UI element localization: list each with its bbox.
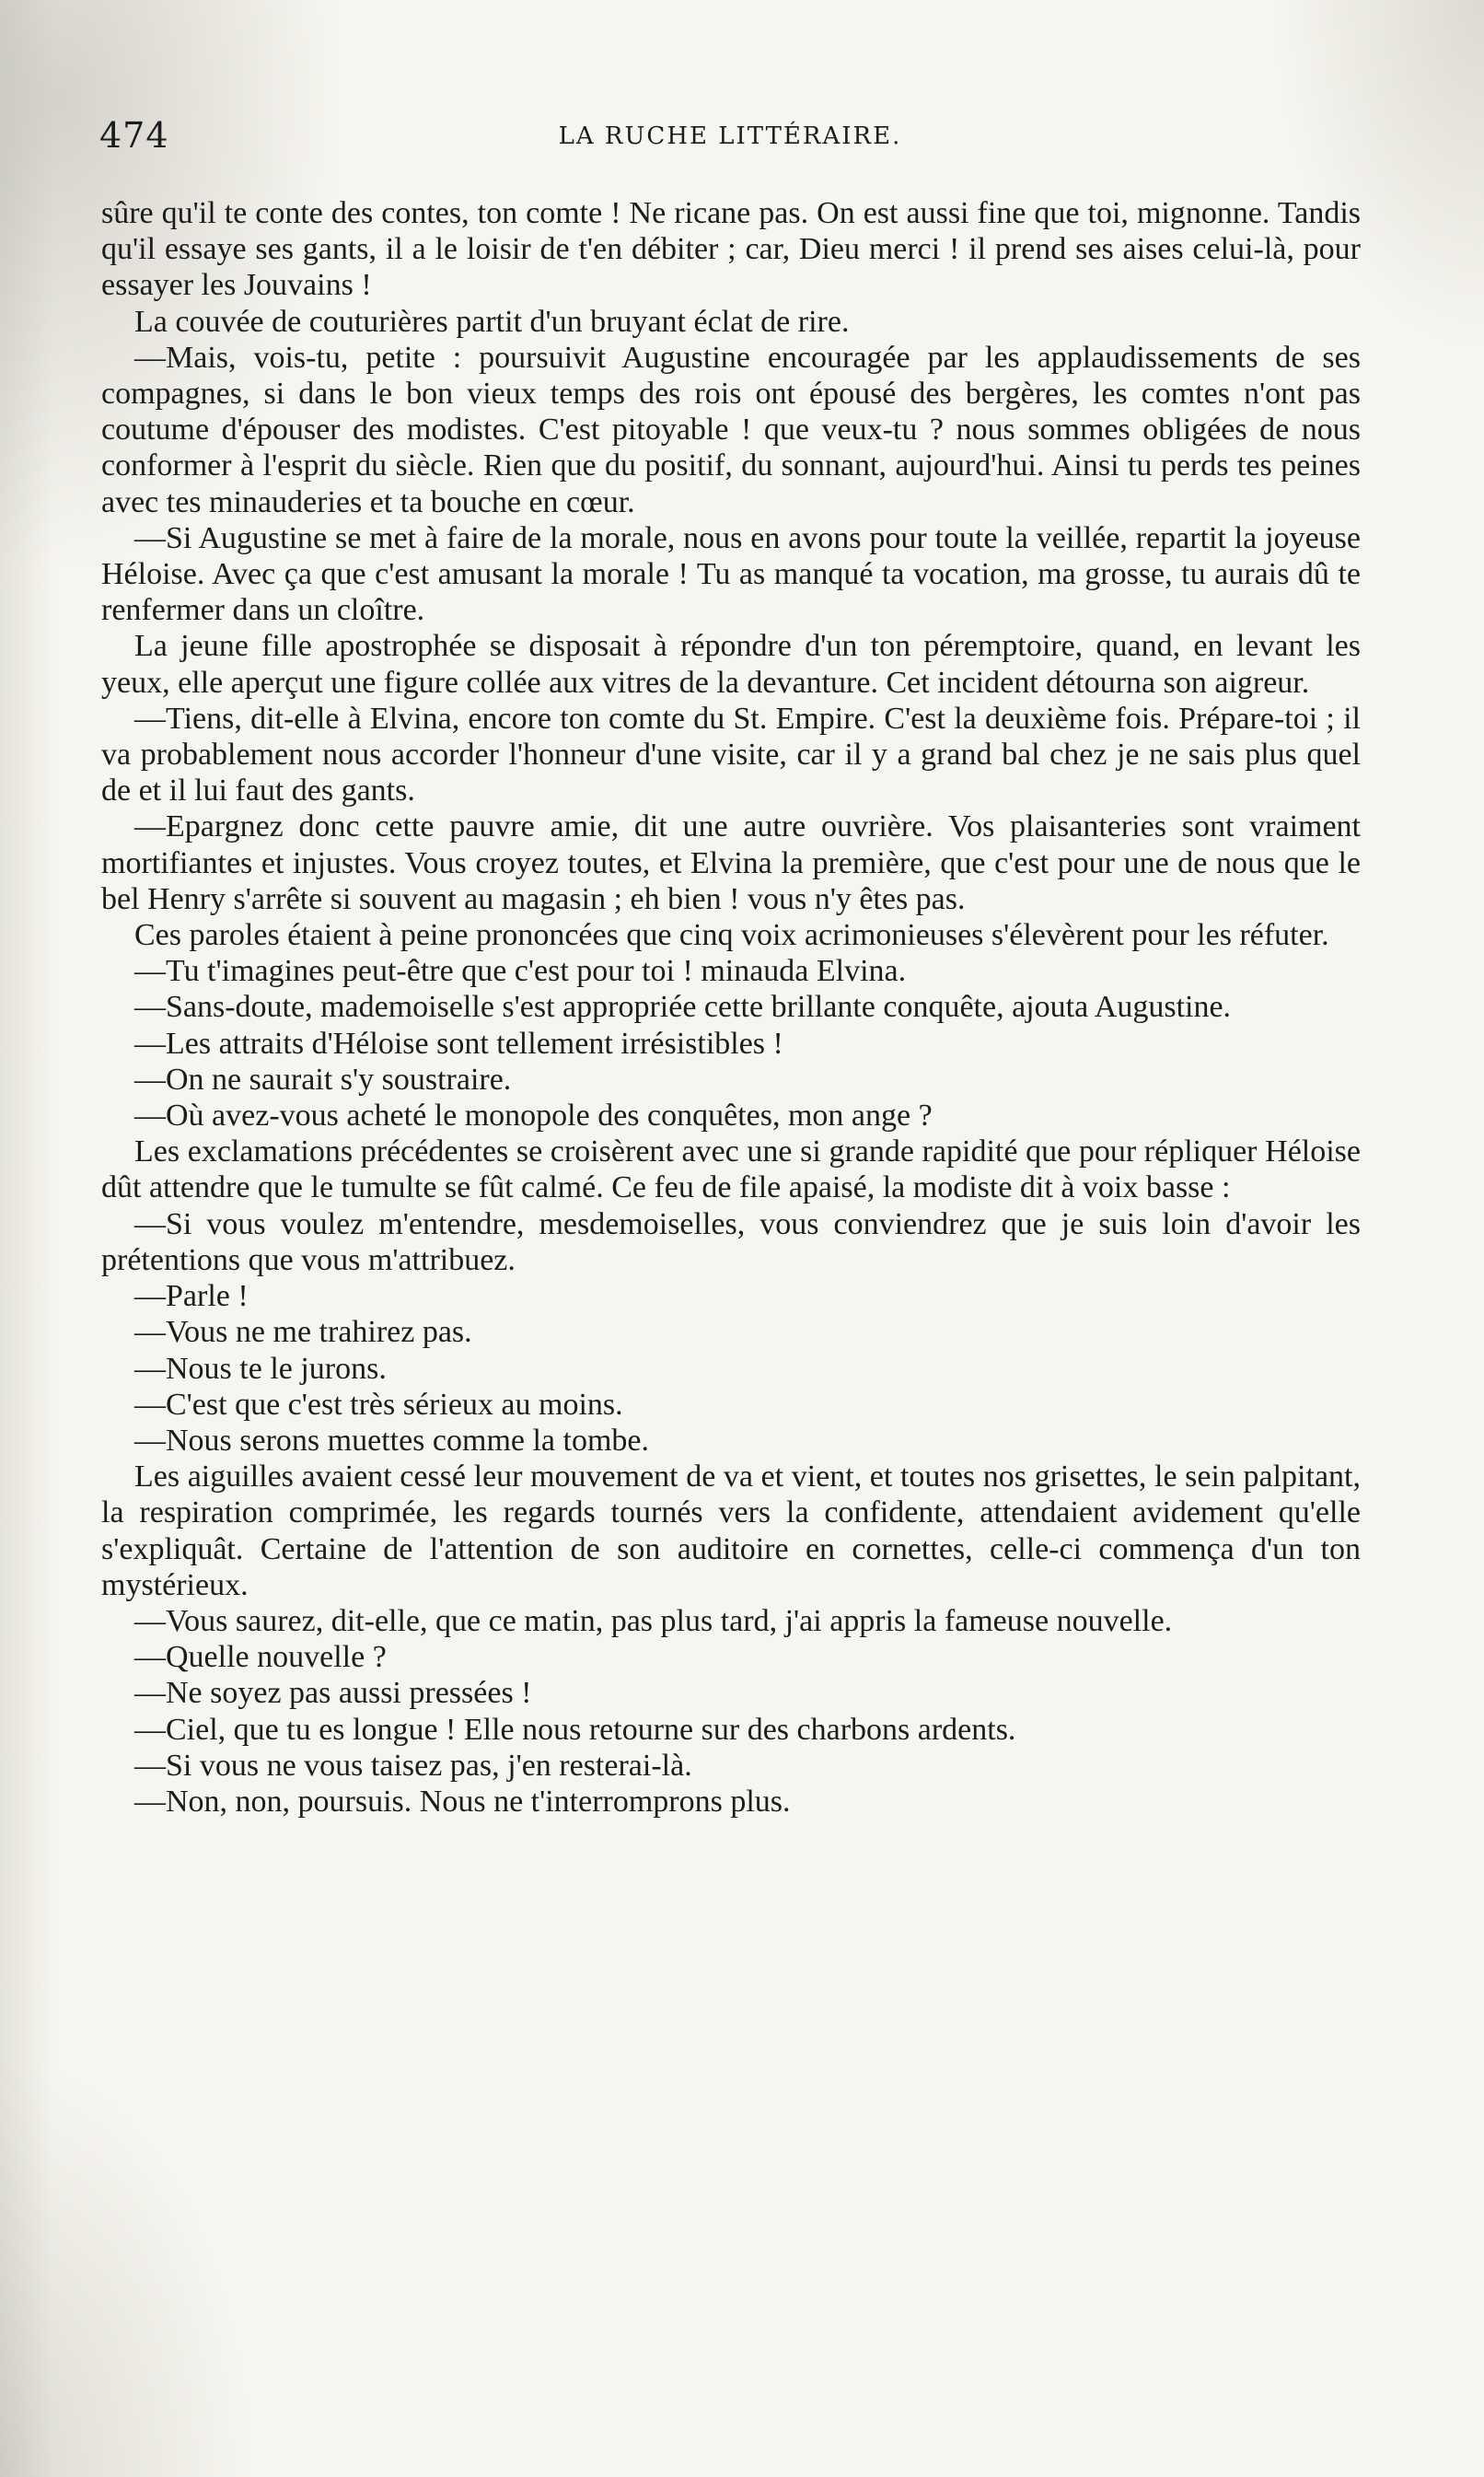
page-number: 474 (99, 115, 169, 156)
dialogue-line: —Si vous ne vous taisez pas, j'en resterai-là. (134, 1748, 692, 1783)
dialogue-line: —Parle ! (134, 1279, 249, 1314)
dialogue-line: —Sans-doute, mademoiselle s'est appropriée cette brillante conquête, ajouta Augustine. (134, 990, 1232, 1025)
paragraph: Les aiguilles avaient cessé leur mouvement de va et vient, et toutes nos grisettes, le sein palpitant, la respiration comprimée, les regards tournés vers la confidente, attendaient avidement qu'elle s'expliquât. Certaine de l'attention de son auditoire en cornettes, celle-ci commença d'un ton mystérieux. (101, 1459, 1361, 1602)
dialogue-line: —Ciel, que tu es longue ! Elle nous retourne sur des charbons ardents. (134, 1712, 1016, 1747)
dialogue-line: —Ne soyez pas aussi pressées ! (134, 1676, 532, 1711)
dialogue-line: —Les attraits d'Héloise sont tellement irrésistibles ! (134, 1026, 783, 1061)
dialogue-line: —Tiens, dit-elle à Elvina, encore ton comte du St. Empire. C'est la deuxième fois. Prépare-toi ; il va probablement nous accorder l'honneur d'une visite, car il y a grand bal chez je ne sais plus quel de et il lui faut des gants. (101, 701, 1361, 808)
page-header (99, 115, 1361, 161)
body-text (101, 195, 1361, 1820)
paragraph: sûre qu'il te conte des contes, ton comte ! Ne ricane pas. On est aussi fine que toi, mignonne. Tandis qu'il essaye ses gants, il a le loisir de t'en débiter ; car, Dieu merci ! il prend ses aises celui-là, pour essayer les Jouvains ! (101, 196, 1361, 303)
paragraph: La jeune fille apostrophée se disposait à répondre d'un ton péremptoire, quand, en levant les yeux, elle aperçut une figure collée aux vitres de la devanture. Cet incident détourna son aigreur. (101, 629, 1361, 700)
dialogue-line: —Tu t'imagines peut-être que c'est pour toi ! minauda Elvina. (134, 954, 907, 989)
dialogue-line: —Si Augustine se met à faire de la morale, nous en avons pour toute la veillée, repartit la joyeuse Héloise. Avec ça que c'est amusant la morale ! Tu as manqué ta vocation, ma grosse, tu aurais dû te renfermer dans un cloître. (101, 520, 1361, 628)
dialogue-line: —Vous saurez, dit-elle, que ce matin, pas plus tard, j'ai appris la fameuse nouvelle. (134, 1603, 1173, 1638)
dialogue-line: —Où avez-vous acheté le monopole des conquêtes, mon ange ? (134, 1099, 933, 1134)
dialogue-line: —On ne saurait s'y soustraire. (134, 1062, 512, 1097)
dialogue-line: —Non, non, poursuis. Nous ne t'interromprons plus. (134, 1784, 791, 1819)
paragraph: Les exclamations précédentes se croisèrent avec une si grande rapidité que pour répliquer Héloise dût attendre que le tumulte se fût calmé. Ce feu de file apaisé, la modiste dit à voix basse : (101, 1134, 1361, 1205)
dialogue-line: —Si vous voulez m'entendre, mesdemoiselles, vous conviendrez que je suis loin d'avoir les prétentions que vous m'attribuez. (101, 1206, 1361, 1277)
running-title: LA RUCHE LITTÉRAIRE. (558, 122, 902, 150)
dialogue-line: —Vous ne me trahirez pas. (134, 1315, 472, 1350)
dialogue-line: —Nous serons muettes comme la tombe. (134, 1423, 650, 1458)
dialogue-line: —Nous te le jurons. (134, 1351, 387, 1386)
paragraph: Ces paroles étaient à peine prononcées que cinq voix acrimonieuses s'élevèrent pour les réfuter. (134, 918, 1329, 953)
dialogue-line: —Quelle nouvelle ? (134, 1640, 387, 1675)
paragraph: La couvée de couturières partit d'un bruyant éclat de rire. (134, 304, 850, 339)
dialogue-line: —C'est que c'est très sérieux au moins. (134, 1387, 623, 1422)
dialogue-line: —Epargnez donc cette pauvre amie, dit une autre ouvrière. Vos plaisanteries sont vraiment mortifiantes et injustes. Vous croyez toutes, et Elvina la première, que c'est pour une de nous que le bel Henry s'arrête si souvent au magasin ; eh bien ! vous n'y êtes pas. (101, 809, 1361, 916)
dialogue-line: —Mais, vois-tu, petite : poursuivit Augustine encouragée par les applaudissements de ses compagnes, si dans le bon vieux temps des rois ont épousé des bergères, les comtes n'ont pas coutume d'épouser des modistes. C'est pitoyable ! que veux-tu ? nous sommes obligées de nous conformer à l'esprit du siècle. Rien que du positif, du sonnant, aujourd'hui. Ainsi tu perds tes peines avec tes minauderies et ta bouche en cœur. (101, 340, 1361, 519)
